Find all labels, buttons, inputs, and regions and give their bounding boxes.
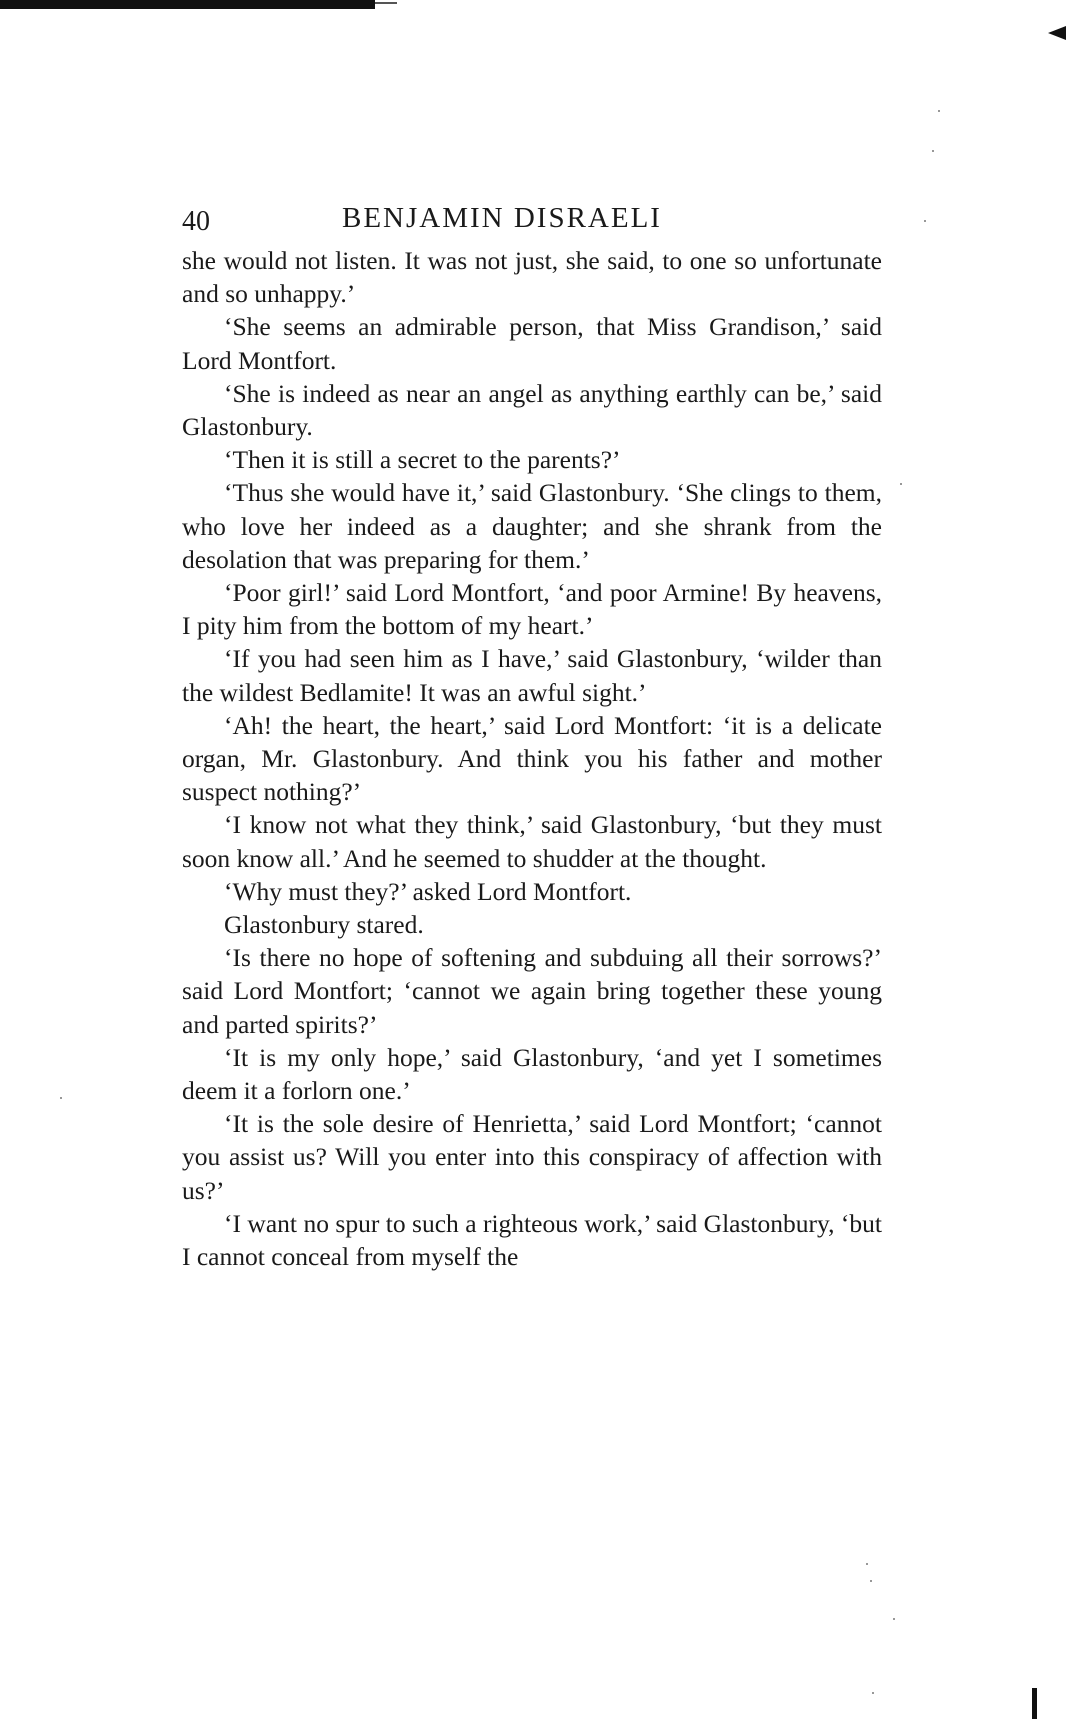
paragraph: ‘She is indeed as near an angel as anything earthly can be,’ said Glastonbury.	[182, 378, 882, 442]
paragraph: ‘Then it is still a secret to the parents?’	[224, 445, 621, 475]
body-text	[182, 244, 882, 1273]
paragraph: ‘It is the sole desire of Henrietta,’ said Lord Montfort; ‘cannot you assist us? Will you enter into this conspiracy of affection with us?’	[182, 1109, 882, 1205]
book-page	[182, 196, 882, 1273]
page-header	[182, 196, 882, 244]
speck	[893, 1618, 895, 1620]
paragraph: ‘Ah! the heart, the heart,’ said Lord Montfort: ‘it is a delicate organ, Mr. Glastonbury. And think you his father and mother suspect nothing?’	[182, 710, 882, 807]
speck	[938, 110, 940, 112]
corner-mark	[1048, 26, 1066, 40]
paragraph: ‘I know not what they think,’ said Glastonbury, ‘but they must soon know all.’ And he seemed to shudder at the thought.	[182, 810, 882, 873]
paragraph: Glastonbury stared.	[224, 910, 424, 940]
paragraph: ‘Thus she would have it,’ said Glastonbury. ‘She clings to them, who love her indeed as a daughter; and she shrank from the desolation that was preparing for them.’	[182, 478, 882, 574]
speck	[932, 150, 934, 152]
paragraph: ‘Why must they?’ asked Lord Montfort.	[224, 876, 632, 906]
paragraph: ‘I want no spur to such a righteous work,’ said Glastonbury, ‘but I cannot conceal from myself the	[182, 1208, 882, 1272]
paragraph: she would not listen. It was not just, she said, to one so unfortunate and so unhappy.’	[182, 246, 882, 309]
paragraph: ‘It is my only hope,’ said Glastonbury, ‘and yet I sometimes deem it a forlorn one.’	[182, 1042, 882, 1106]
top-rule	[0, 0, 375, 9]
running-head: BENJAMIN DISRAELI	[342, 202, 662, 234]
paragraph: ‘Is there no hope of softening and subduing all their sorrows?’ said Lord Montfort; ‘cannot we again bring together these young and parted spirits?’	[182, 943, 882, 1039]
speck	[60, 1097, 62, 1099]
top-rule-tail	[375, 2, 397, 4]
speck	[870, 1580, 872, 1582]
speck	[900, 483, 902, 485]
speck	[924, 220, 926, 222]
paragraph: ‘Poor girl!’ said Lord Montfort, ‘and poor Armine! By heavens, I pity him from the bottom of my heart.’	[182, 578, 882, 641]
page-number: 40	[182, 206, 210, 237]
speck	[866, 1563, 868, 1565]
speck	[872, 1692, 874, 1694]
paragraph: ‘She seems an admirable person, that Miss Grandison,’ said Lord Montfort.	[182, 312, 882, 375]
bottom-mark	[1032, 1688, 1037, 1719]
paragraph: ‘If you had seen him as I have,’ said Glastonbury, ‘wilder than the wildest Bedlamite! It was an awful sight.’	[182, 644, 882, 707]
